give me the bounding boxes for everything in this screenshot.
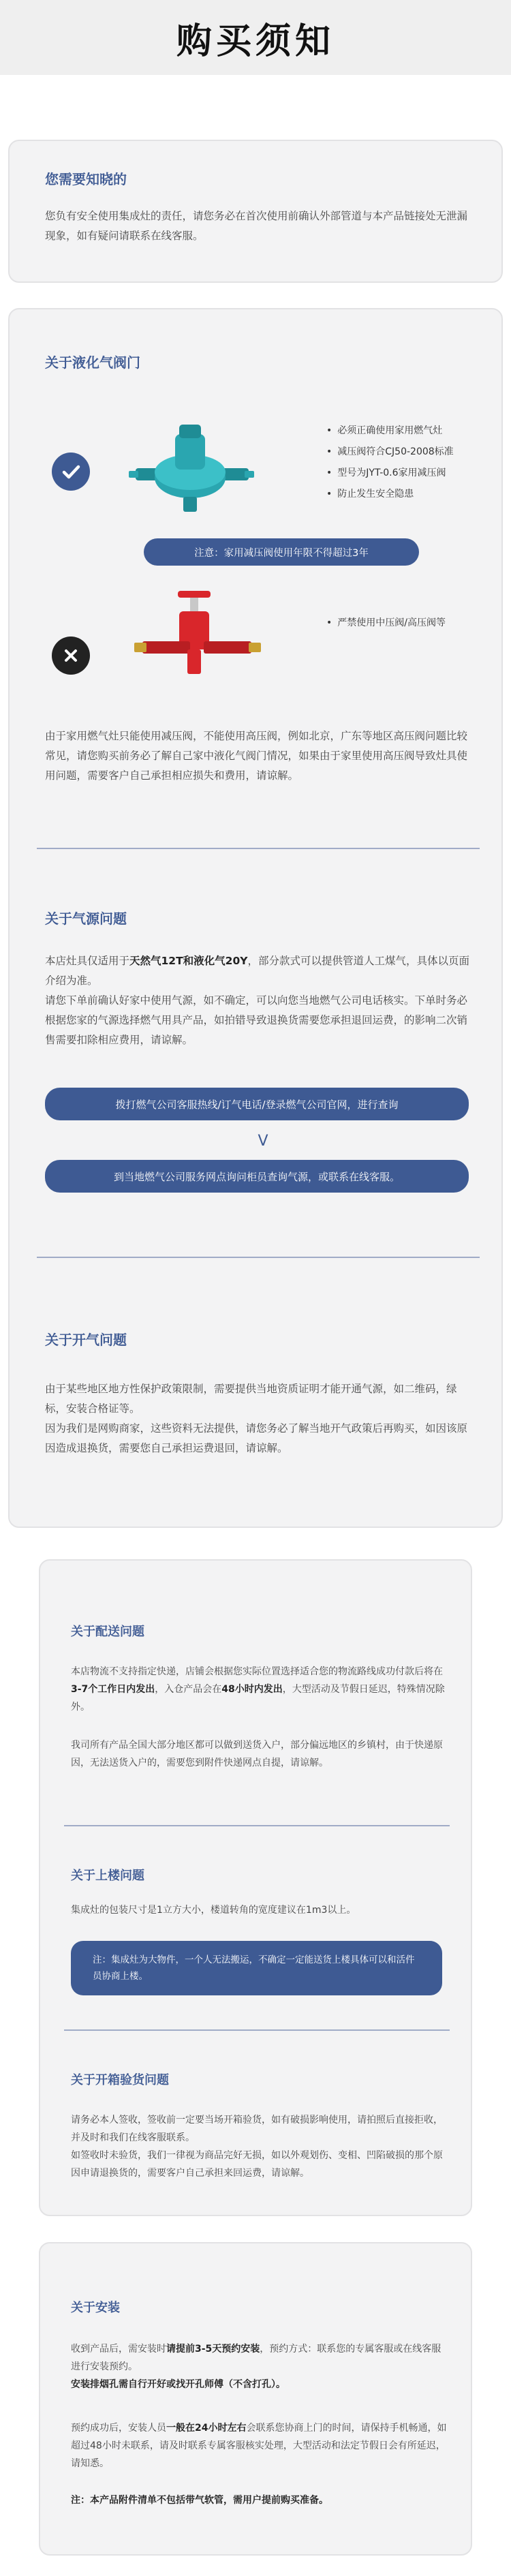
bullet-item: • 防止发生安全隐患	[326, 484, 454, 505]
bullet-item: • 严禁使用中压阀/高压阀等	[326, 613, 446, 634]
install-note: 注：本产品附件清单不包括带气软管，需用户提前购买准备。	[71, 2495, 328, 2506]
know-card	[8, 140, 503, 283]
pressure-reducing-valve-image	[122, 415, 258, 517]
open-gas-title: 关于开气问题	[45, 1332, 127, 1348]
stairs-notice-box	[71, 1941, 442, 1995]
open-gas-text: 由于某些地区地方性保护政策限制，需要提供当地资质证明才能开通气源，如二维码，绿标，安装合格证等。	[45, 1383, 457, 1415]
gas-query-pill-2: 到当地燃气公司服务网点询问柜员查询气源，或联系在线客服。	[45, 1160, 469, 1193]
text-bold-span: 天然气12T和液化气20Y	[129, 955, 248, 967]
install-card	[39, 2242, 472, 2556]
cross-icon	[52, 637, 90, 675]
text-span: 收到产品后，需安装时	[71, 2344, 166, 2355]
inspect-title: 关于开箱验货问题	[71, 2073, 169, 2087]
delivery-text-2: 我司所有产品全国大部分地区都可以做到送货入户，部分偏远地区的乡镇村，由于快递原因，无法送货入户的，需要您到附件快递网点自提，请谅解。	[71, 1740, 443, 1768]
install-text	[71, 2340, 449, 2376]
delivery-card	[39, 1559, 472, 2216]
gas-card	[8, 308, 503, 1528]
inspect-text: 请务必本人签收，签收前一定要当场开箱验货，如有破损影响使用，请拍照后直接拒收，并及时和我们在线客服联系。	[71, 2115, 443, 2143]
bad-valve-bullets	[326, 613, 446, 634]
inspect-text-2: 如签收时未验货，我们一律视为商品完好无损，如以外观划伤、变相、凹陷破损的那个原因申请退换货的，需要客户自己承担来回运费，请谅解。	[71, 2150, 443, 2179]
gas-source-text	[45, 951, 471, 991]
text-span: 本店物流不支持指定快递，店铺会根据您实际位置选择适合您的物流路线成功付款后将在	[71, 1666, 443, 1677]
text-span: ，部分款式可以提供管道人工煤气，具体以页面介绍为准。	[45, 955, 469, 987]
know-text: 您负有安全使用集成灶的责任，请您务必在首次使用前确认外部管道与本产品链接处无泄漏现象，如有疑问请联系在线客服。	[45, 210, 468, 242]
page-title: 购买须知	[176, 20, 335, 62]
gas-source-text-2: 请您下单前确认好家中使用气源，如不确定，可以向您当地燃气公司电话核实。下单时务必根据您家的气源选择燃气用具产品，如拍错导致退换货需要您承担退回运费，的影响二次销售需要扣除相应费用，请谅解。	[45, 994, 468, 1046]
text-span: 本店灶具仅适用于	[45, 955, 130, 967]
delivery-text	[71, 1663, 449, 1716]
stairs-title: 关于上楼问题	[71, 1869, 144, 1883]
good-valve-bullets	[326, 420, 454, 505]
text-span: 会联系您协商上门的时间，请保持手机畅通，如超过48小时未联系，请及时联系专属客服核实处理，大型活动和法定节假日会有所延迟，请知悉。	[71, 2423, 447, 2469]
bullet-item: • 必须正确使用家用燃气灶	[326, 420, 454, 442]
bullet-item: • 型号为JYT-0.6家用减压阀	[326, 463, 454, 484]
text-bold-span: 3-7个工作日内发出	[71, 1684, 155, 1695]
divider	[37, 848, 480, 849]
know-title: 您需要知晓的	[45, 171, 127, 187]
or-arrow: V	[258, 1133, 268, 1150]
page-header	[0, 0, 511, 75]
text-bold-span: 请提前3-5天预约安装	[166, 2344, 260, 2355]
gas-source-title: 关于气源问题	[45, 910, 127, 927]
install-title: 关于安装	[71, 2301, 120, 2315]
open-gas-text-2: 因为我们是网购商家，这些资料无法提供，请您务必了解当地开气政策后再购买，如因该原因造成退换货，需要您自己承担运费退回，请谅解。	[45, 1422, 468, 1454]
stairs-notice-text: 注：集成灶为大物件，一个人无法搬运，不确定一定能送货上楼具体可以和活件员协商上楼。	[93, 1954, 415, 1982]
lpg-text: 由于家用燃气灶只能使用减压阀，不能使用高压阀，例如北京，广东等地区高压阀问题比较常见，请您购买前务必了解自己家中液化气阀门情况，如果由于家里使用高压阀导致灶具使用问题，需要客户自己承担相应损失和费用，请谅解。	[45, 730, 468, 782]
high-pressure-valve-image	[129, 585, 265, 688]
divider	[64, 1825, 450, 1826]
lpg-title: 关于液化气阀门	[45, 354, 140, 371]
text-span: ，入仓产品会在	[155, 1684, 222, 1695]
text-span: ，大型活动及节假日延迟，特殊情况除外。	[71, 1684, 445, 1713]
check-icon	[52, 453, 90, 491]
valve-notice-pill: 注意：家用减压阀使用年限不得超过3年	[144, 538, 419, 566]
delivery-title: 关于配送问题	[71, 1625, 144, 1639]
install-text-3	[71, 2419, 449, 2472]
text-span: ，预约方式：联系您的专属客服或在线客服进行安装预约。	[71, 2344, 442, 2372]
bullet-item: • 减压阀符合CJ50-2008标准	[326, 442, 454, 463]
text-bold-span: 48小时内发出	[221, 1684, 283, 1695]
gas-query-pill-1: 拨打燃气公司客服热线/订气电话/登录燃气公司官网，进行查询	[45, 1088, 469, 1120]
divider	[37, 1257, 480, 1258]
stairs-text: 集成灶的包装尺寸是1立方大小，楼道转角的宽度建议在1m3以上。	[71, 1905, 356, 1916]
install-text-2: 安装排烟孔需自行开好或找开孔师傅（不含打孔）。	[71, 2379, 285, 2390]
text-span: 预约成功后，安装人员	[71, 2423, 166, 2434]
divider	[64, 2029, 450, 2031]
text-bold-span: 一般在24小时左右	[166, 2423, 247, 2434]
